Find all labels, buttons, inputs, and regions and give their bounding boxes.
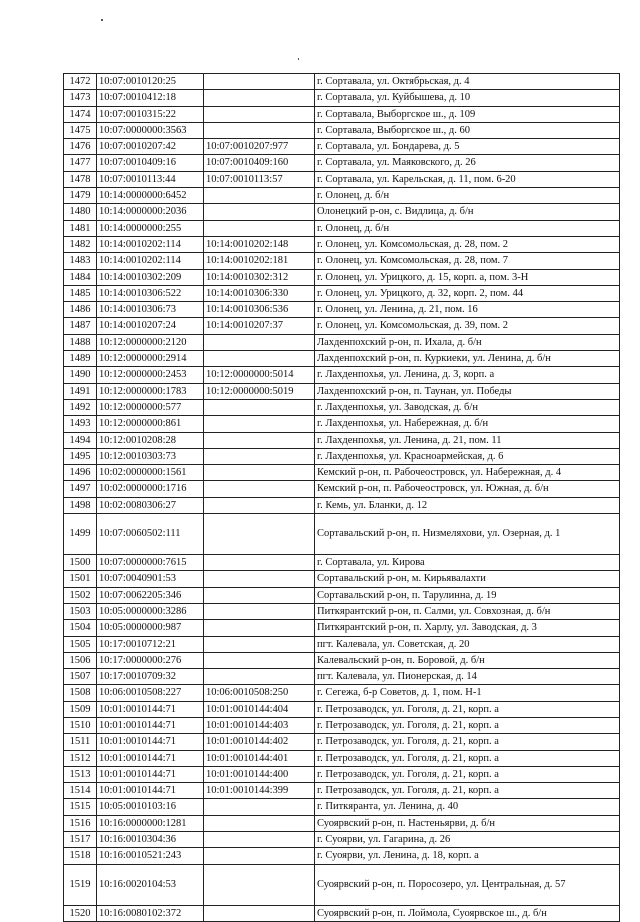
premises-cadastral-number-cell: [204, 106, 315, 122]
row-number-cell: 1496: [64, 465, 97, 481]
table-row: [64, 236, 620, 252]
row-number-cell: 1509: [64, 701, 97, 717]
cadastral-number-cell: 10:01:0010144:71: [97, 717, 204, 733]
row-number-cell: 1479: [64, 188, 97, 204]
table-row: [64, 90, 620, 106]
table-row: [64, 497, 620, 513]
cadastral-number-cell: 10:17:0010712:21: [97, 636, 204, 652]
table-row: [64, 188, 620, 204]
premises-cadastral-number-cell: [204, 465, 315, 481]
cadastral-number-cell: 10:17:0010709:32: [97, 669, 204, 685]
cadastral-number-cell: 10:07:0010315:22: [97, 106, 204, 122]
cadastral-number-cell: 10:01:0010144:71: [97, 783, 204, 799]
cadastral-number-cell: 10:01:0010144:71: [97, 734, 204, 750]
table-row: [64, 155, 620, 171]
premises-cadastral-number-cell: [204, 864, 315, 905]
table-row: [64, 571, 620, 587]
address-cell: Суоярвский р-он, п. Поросозеро, ул. Центральная, д. 57: [315, 864, 620, 905]
table-row: [64, 766, 620, 782]
address-cell: г. Кемь, ул. Бланки, д. 12: [315, 497, 620, 513]
premises-cadastral-number-cell: 10:07:0010409:160: [204, 155, 315, 171]
premises-cadastral-number-cell: 10:01:0010144:404: [204, 701, 315, 717]
table-row: [64, 171, 620, 187]
table-row: [64, 318, 620, 334]
row-number-cell: 1481: [64, 220, 97, 236]
premises-cadastral-number-cell: [204, 497, 315, 513]
address-cell: Кемский р-он, п. Рабочеостровск, ул. Южная, д. б/н: [315, 481, 620, 497]
address-cell: г. Лахденпохья, ул. Красноармейская, д. 6: [315, 448, 620, 464]
cadastral-number-cell: 10:07:0000000:7615: [97, 555, 204, 571]
row-number-cell: 1508: [64, 685, 97, 701]
address-cell: г. Петрозаводск, ул. Гоголя, д. 21, корп. а: [315, 701, 620, 717]
address-cell: г. Олонец, д. б/н: [315, 220, 620, 236]
cadastral-number-cell: 10:12:0000000:2453: [97, 367, 204, 383]
cadastral-number-cell: 10:05:0000000:987: [97, 620, 204, 636]
scan-speck: [298, 58, 299, 60]
row-number-cell: 1486: [64, 302, 97, 318]
table-row: [64, 848, 620, 864]
row-number-cell: 1475: [64, 122, 97, 138]
table-row: [64, 652, 620, 668]
table-row: [64, 587, 620, 603]
row-number-cell: 1518: [64, 848, 97, 864]
address-cell: г. Сортавала, ул. Бондарева, д. 5: [315, 139, 620, 155]
address-cell: г. Сортавала, ул. Октябрьская, д. 4: [315, 74, 620, 90]
row-number-cell: 1489: [64, 351, 97, 367]
cadastral-number-cell: 10:16:0080102:372: [97, 905, 204, 921]
row-number-cell: 1501: [64, 571, 97, 587]
cadastral-number-cell: 10:07:0062205:346: [97, 587, 204, 603]
table-row: [64, 383, 620, 399]
address-cell: г. Лахденпохья, ул. Набережная, д. б/н: [315, 416, 620, 432]
row-number-cell: 1491: [64, 383, 97, 399]
table-row: [64, 750, 620, 766]
premises-cadastral-number-cell: [204, 122, 315, 138]
premises-cadastral-number-cell: [204, 669, 315, 685]
table-row: [64, 416, 620, 432]
cadastral-number-cell: 10:14:0010302:209: [97, 269, 204, 285]
premises-cadastral-number-cell: [204, 204, 315, 220]
address-cell: Лахденпохский р-он, п. Ихала, д. б/н: [315, 334, 620, 350]
table-row: [64, 555, 620, 571]
row-number-cell: 1482: [64, 236, 97, 252]
premises-cadastral-number-cell: 10:01:0010144:402: [204, 734, 315, 750]
row-number-cell: 1500: [64, 555, 97, 571]
row-number-cell: 1492: [64, 399, 97, 415]
row-number-cell: 1505: [64, 636, 97, 652]
address-cell: г. Сегежа, б-р Советов, д. 1, пом. Н-1: [315, 685, 620, 701]
cadastral-number-cell: 10:14:0010202:114: [97, 236, 204, 252]
row-number-cell: 1490: [64, 367, 97, 383]
premises-cadastral-number-cell: 10:14:0010302:312: [204, 269, 315, 285]
premises-cadastral-number-cell: 10:01:0010144:403: [204, 717, 315, 733]
row-number-cell: 1502: [64, 587, 97, 603]
row-number-cell: 1480: [64, 204, 97, 220]
row-number-cell: 1474: [64, 106, 97, 122]
cadastral-number-cell: 10:16:0020104:53: [97, 864, 204, 905]
premises-cadastral-number-cell: [204, 905, 315, 921]
address-cell: г. Суоярви, ул. Гагарина, д. 26: [315, 832, 620, 848]
premises-cadastral-number-cell: [204, 188, 315, 204]
cadastral-number-cell: 10:07:0010113:44: [97, 171, 204, 187]
premises-cadastral-number-cell: [204, 351, 315, 367]
row-number-cell: 1473: [64, 90, 97, 106]
table-row: [64, 74, 620, 90]
table-row: [64, 514, 620, 555]
premises-cadastral-number-cell: 10:14:0010306:330: [204, 285, 315, 301]
address-cell: г. Олонец, д. б/н: [315, 188, 620, 204]
table-row: [64, 734, 620, 750]
row-number-cell: 1494: [64, 432, 97, 448]
premises-cadastral-number-cell: 10:12:0000000:5014: [204, 367, 315, 383]
cadastral-number-cell: 10:14:0010207:24: [97, 318, 204, 334]
row-number-cell: 1495: [64, 448, 97, 464]
address-cell: г. Петрозаводск, ул. Гоголя, д. 21, корп. а: [315, 766, 620, 782]
table-row: [64, 122, 620, 138]
premises-cadastral-number-cell: [204, 571, 315, 587]
table-row: [64, 832, 620, 848]
table-row: [64, 799, 620, 815]
table-row: [64, 351, 620, 367]
registry-table: [63, 73, 620, 922]
cadastral-number-cell: 10:06:0010508:227: [97, 685, 204, 701]
premises-cadastral-number-cell: 10:14:0010202:181: [204, 253, 315, 269]
table-row: [64, 106, 620, 122]
premises-cadastral-number-cell: [204, 399, 315, 415]
premises-cadastral-number-cell: [204, 848, 315, 864]
premises-cadastral-number-cell: [204, 448, 315, 464]
premises-cadastral-number-cell: [204, 799, 315, 815]
row-number-cell: 1516: [64, 815, 97, 831]
row-number-cell: 1515: [64, 799, 97, 815]
premises-cadastral-number-cell: [204, 220, 315, 236]
cadastral-number-cell: 10:12:0010303:73: [97, 448, 204, 464]
row-number-cell: 1506: [64, 652, 97, 668]
cadastral-number-cell: 10:14:0010306:522: [97, 285, 204, 301]
row-number-cell: 1507: [64, 669, 97, 685]
cadastral-number-cell: 10:07:0060502:111: [97, 514, 204, 555]
table-row: [64, 717, 620, 733]
premises-cadastral-number-cell: [204, 603, 315, 619]
address-cell: г. Лахденпохья, ул. Ленина, д. 3, корп. а: [315, 367, 620, 383]
cadastral-number-cell: 10:07:0010409:16: [97, 155, 204, 171]
table-row: [64, 334, 620, 350]
premises-cadastral-number-cell: 10:01:0010144:401: [204, 750, 315, 766]
table-row: [64, 285, 620, 301]
address-cell: Питкярантский р-он, п. Салми, ул. Совхозная, д. б/н: [315, 603, 620, 619]
row-number-cell: 1493: [64, 416, 97, 432]
address-cell: г. Сортавала, Выборгское ш., д. 109: [315, 106, 620, 122]
row-number-cell: 1485: [64, 285, 97, 301]
address-cell: г. Олонец, ул. Ленина, д. 21, пом. 16: [315, 302, 620, 318]
table-row: [64, 685, 620, 701]
table-row: [64, 864, 620, 905]
premises-cadastral-number-cell: [204, 832, 315, 848]
premises-cadastral-number-cell: [204, 74, 315, 90]
cadastral-number-cell: 10:17:0000000:276: [97, 652, 204, 668]
table-row: [64, 620, 620, 636]
address-cell: Лахденпохский р-он, п. Куркиеки, ул. Ленина, д. б/н: [315, 351, 620, 367]
premises-cadastral-number-cell: [204, 416, 315, 432]
premises-cadastral-number-cell: 10:12:0000000:5019: [204, 383, 315, 399]
table-row: [64, 481, 620, 497]
cadastral-number-cell: 10:12:0000000:1783: [97, 383, 204, 399]
table-row: [64, 636, 620, 652]
address-cell: Суоярвский р-он, п. Настеньярви, д. б/н: [315, 815, 620, 831]
cadastral-number-cell: 10:12:0000000:861: [97, 416, 204, 432]
premises-cadastral-number-cell: [204, 815, 315, 831]
cadastral-number-cell: 10:12:0000000:2120: [97, 334, 204, 350]
scan-speck: [101, 19, 103, 21]
premises-cadastral-number-cell: [204, 636, 315, 652]
row-number-cell: 1511: [64, 734, 97, 750]
premises-cadastral-number-cell: [204, 587, 315, 603]
address-cell: Лахденпохский р-он, п. Таунан, ул. Победы: [315, 383, 620, 399]
cadastral-number-cell: 10:07:0010207:42: [97, 139, 204, 155]
premises-cadastral-number-cell: 10:07:0010207:977: [204, 139, 315, 155]
address-cell: Олонецкий р-он, с. Видлица, д. б/н: [315, 204, 620, 220]
table-row: [64, 367, 620, 383]
address-cell: г. Лахденпохья, ул. Ленина, д. 21, пом. 11: [315, 432, 620, 448]
row-number-cell: 1520: [64, 905, 97, 921]
table-row: [64, 204, 620, 220]
cadastral-number-cell: 10:02:0080306:27: [97, 497, 204, 513]
row-number-cell: 1472: [64, 74, 97, 90]
table-row: [64, 302, 620, 318]
cadastral-number-cell: 10:02:0000000:1716: [97, 481, 204, 497]
premises-cadastral-number-cell: 10:14:0010202:148: [204, 236, 315, 252]
row-number-cell: 1497: [64, 481, 97, 497]
row-number-cell: 1483: [64, 253, 97, 269]
address-cell: Кемский р-он, п. Рабочеостровск, ул. Набережная, д. 4: [315, 465, 620, 481]
premises-cadastral-number-cell: 10:01:0010144:400: [204, 766, 315, 782]
address-cell: пгт. Калевала, ул. Советская, д. 20: [315, 636, 620, 652]
cadastral-number-cell: 10:14:0000000:2036: [97, 204, 204, 220]
address-cell: г. Петрозаводск, ул. Гоголя, д. 21, корп. а: [315, 717, 620, 733]
premises-cadastral-number-cell: 10:06:0010508:250: [204, 685, 315, 701]
premises-cadastral-number-cell: [204, 652, 315, 668]
cadastral-number-cell: 10:14:0010306:73: [97, 302, 204, 318]
address-cell: Суоярвский р-он, п. Лоймола, Суоярвское ш., д. б/н: [315, 905, 620, 921]
premises-cadastral-number-cell: [204, 90, 315, 106]
premises-cadastral-number-cell: [204, 481, 315, 497]
row-number-cell: 1478: [64, 171, 97, 187]
address-cell: г. Олонец, ул. Комсомольская, д. 28, пом. 7: [315, 253, 620, 269]
row-number-cell: 1476: [64, 139, 97, 155]
address-cell: г. Сортавала, Выборгское ш., д. 60: [315, 122, 620, 138]
row-number-cell: 1488: [64, 334, 97, 350]
address-cell: г. Олонец, ул. Урицкого, д. 32, корп. 2, пом. 44: [315, 285, 620, 301]
row-number-cell: 1498: [64, 497, 97, 513]
row-number-cell: 1477: [64, 155, 97, 171]
address-cell: г. Олонец, ул. Комсомольская, д. 28, пом. 2: [315, 236, 620, 252]
table-row: [64, 669, 620, 685]
cadastral-number-cell: 10:12:0010208:28: [97, 432, 204, 448]
premises-cadastral-number-cell: [204, 620, 315, 636]
cadastral-number-cell: 10:16:0010304:36: [97, 832, 204, 848]
table-row: [64, 815, 620, 831]
cadastral-number-cell: 10:14:0000000:6452: [97, 188, 204, 204]
address-cell: г. Олонец, ул. Урицкого, д. 15, корп. а, пом. 3-Н: [315, 269, 620, 285]
cadastral-number-cell: 10:01:0010144:71: [97, 701, 204, 717]
table-row: [64, 783, 620, 799]
table-row: [64, 701, 620, 717]
address-cell: г. Суоярви, ул. Ленина, д. 18, корп. а: [315, 848, 620, 864]
table-row: [64, 253, 620, 269]
cadastral-number-cell: 10:14:0000000:255: [97, 220, 204, 236]
address-cell: г. Лахденпохья, ул. Заводская, д. б/н: [315, 399, 620, 415]
address-cell: г. Петрозаводск, ул. Гоголя, д. 21, корп. а: [315, 734, 620, 750]
cadastral-number-cell: 10:02:0000000:1561: [97, 465, 204, 481]
premises-cadastral-number-cell: 10:14:0010306:536: [204, 302, 315, 318]
premises-cadastral-number-cell: 10:14:0010207:37: [204, 318, 315, 334]
table-row: [64, 432, 620, 448]
address-cell: г. Сортавала, ул. Карельская, д. 11, пом. 6-20: [315, 171, 620, 187]
cadastral-number-cell: 10:07:0040901:53: [97, 571, 204, 587]
row-number-cell: 1510: [64, 717, 97, 733]
row-number-cell: 1484: [64, 269, 97, 285]
cadastral-number-cell: 10:16:0000000:1281: [97, 815, 204, 831]
cadastral-number-cell: 10:07:0010120:25: [97, 74, 204, 90]
address-cell: Питкярантский р-он, п. Харлу, ул. Заводская, д. 3: [315, 620, 620, 636]
address-cell: г. Сортавала, ул. Маяковского, д. 26: [315, 155, 620, 171]
premises-cadastral-number-cell: [204, 432, 315, 448]
premises-cadastral-number-cell: 10:07:0010113:57: [204, 171, 315, 187]
cadastral-number-cell: 10:16:0010521:243: [97, 848, 204, 864]
cadastral-number-cell: 10:12:0000000:577: [97, 399, 204, 415]
table-row: [64, 269, 620, 285]
row-number-cell: 1512: [64, 750, 97, 766]
cadastral-number-cell: 10:14:0010202:114: [97, 253, 204, 269]
table-row: [64, 905, 620, 921]
premises-cadastral-number-cell: [204, 514, 315, 555]
registry-table-body: [64, 74, 620, 922]
table-row: [64, 220, 620, 236]
address-cell: г. Петрозаводск, ул. Гоголя, д. 21, корп. а: [315, 750, 620, 766]
cadastral-number-cell: 10:07:0010412:18: [97, 90, 204, 106]
address-cell: пгт. Калевала, ул. Пионерская, д. 14: [315, 669, 620, 685]
table-row: [64, 448, 620, 464]
address-cell: г. Сортавала, ул. Куйбышева, д. 10: [315, 90, 620, 106]
cadastral-number-cell: 10:12:0000000:2914: [97, 351, 204, 367]
row-number-cell: 1504: [64, 620, 97, 636]
address-cell: Сортавальский р-он, м. Кирьявалахти: [315, 571, 620, 587]
address-cell: г. Олонец, ул. Комсомольская, д. 39, пом. 2: [315, 318, 620, 334]
premises-cadastral-number-cell: [204, 334, 315, 350]
cadastral-number-cell: 10:05:0000000:3286: [97, 603, 204, 619]
table-row: [64, 399, 620, 415]
table-row: [64, 465, 620, 481]
row-number-cell: 1503: [64, 603, 97, 619]
row-number-cell: 1487: [64, 318, 97, 334]
row-number-cell: 1513: [64, 766, 97, 782]
cadastral-number-cell: 10:05:0010103:16: [97, 799, 204, 815]
premises-cadastral-number-cell: [204, 555, 315, 571]
premises-cadastral-number-cell: 10:01:0010144:399: [204, 783, 315, 799]
cadastral-number-cell: 10:07:0000000:3563: [97, 122, 204, 138]
address-cell: Сортавальский р-он, п. Низмеляхови, ул. Озерная, д. 1: [315, 514, 620, 555]
address-cell: Сортавальский р-он, п. Тарулинна, д. 19: [315, 587, 620, 603]
table-row: [64, 603, 620, 619]
address-cell: г. Сортавала, ул. Кирова: [315, 555, 620, 571]
cadastral-number-cell: 10:01:0010144:71: [97, 750, 204, 766]
address-cell: г. Петрозаводск, ул. Гоголя, д. 21, корп. а: [315, 783, 620, 799]
table-row: [64, 139, 620, 155]
row-number-cell: 1514: [64, 783, 97, 799]
address-cell: Калевальский р-он, п. Боровой, д. б/н: [315, 652, 620, 668]
row-number-cell: 1519: [64, 864, 97, 905]
cadastral-number-cell: 10:01:0010144:71: [97, 766, 204, 782]
row-number-cell: 1499: [64, 514, 97, 555]
row-number-cell: 1517: [64, 832, 97, 848]
address-cell: г. Питкяранта, ул. Ленина, д. 40: [315, 799, 620, 815]
